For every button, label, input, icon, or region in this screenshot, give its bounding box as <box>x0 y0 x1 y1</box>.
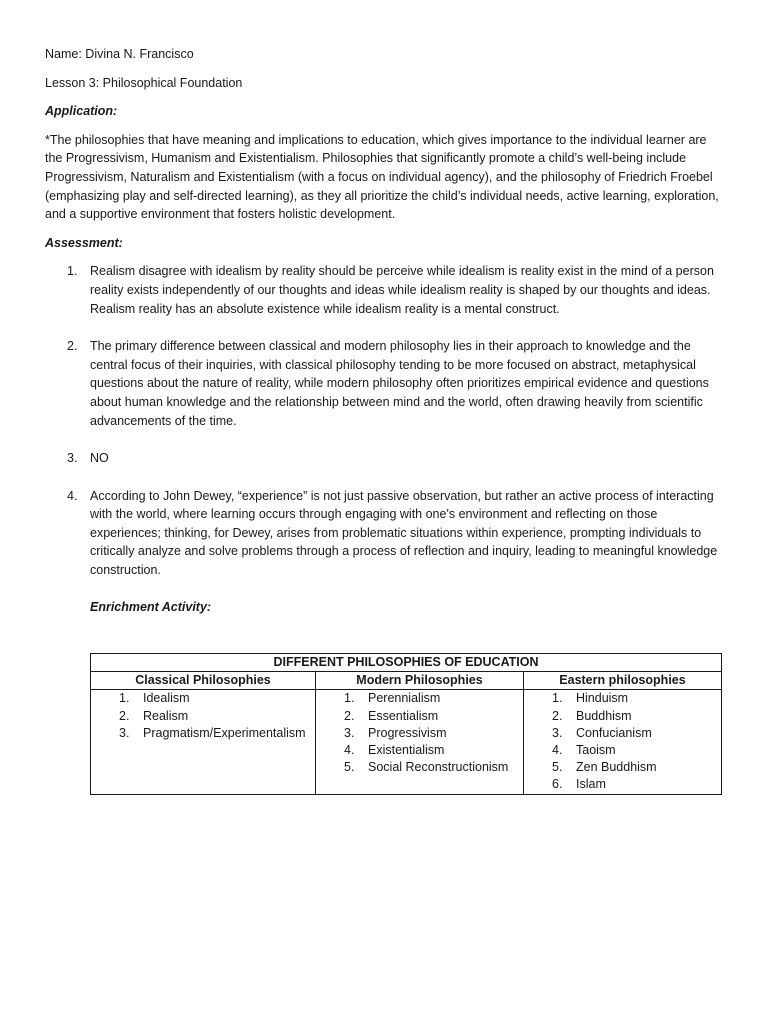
list-item: 1. Hinduism <box>552 691 629 706</box>
eastern-list <box>528 690 717 793</box>
list-item: 4. Taoism <box>552 743 616 758</box>
list-item: 1. Idealism <box>119 691 190 706</box>
list-item: 5. Zen Buddhism <box>552 760 657 775</box>
item-number: 2. <box>67 339 78 354</box>
list-item: 4. Existentialism <box>344 743 445 758</box>
item-number: 3. <box>67 451 78 466</box>
column-header-classical: Classical Philosophies <box>91 672 316 690</box>
item-text: According to John Dewey, “experience” is not just passive observation, but rather an active process of interacting with the world, where learning occurs through engaging with one's environment and reflecting on those experiences; thinking, for Dewey, arises from problematic situations within experience, prompting individuals to critically analyze and solve problems through a process of reflection and inquiry, leading to meaningful knowledge construction. <box>90 488 718 578</box>
assessment-item <box>45 337 725 430</box>
item-text: Realism disagree with idealism by reality should be perceive while idealism is reality exist in the mind of a person reality exists independently of our thoughts and ideas while idealism reality is shaped by our thoughts and ideas. Realism reality has an absolute existence while idealism reality is a mental construct. <box>90 264 714 316</box>
assessment-item <box>45 449 725 468</box>
modern-list <box>320 690 519 776</box>
lesson-title: Lesson 3: Philosophical Foundation <box>45 75 243 90</box>
list-item: 2. Realism <box>119 708 189 723</box>
table-title: DIFFERENT PHILOSOPHIES OF EDUCATION <box>91 654 722 672</box>
list-item: 6. Islam <box>552 777 606 792</box>
list-item: 2. Buddhism <box>552 708 632 723</box>
enrichment-heading: Enrichment Activity: <box>90 599 212 614</box>
item-number: 1. <box>67 264 78 279</box>
column-header-modern: Modern Philosophies <box>316 672 524 690</box>
application-text: *The philosophies that have meaning and implications to education, which gives importance to the individual learner are the Progressivism, Humanism and Existentialism. Philosophies that significantly promote a child’s well-being include Progressivism, Naturalism and Existentialism (with a focus on individual agency), and the philosophy of Friedrich Froebel (emphasizing play and self-directed learning), as they all prioritize the child’s individual needs, active learning, exploration, and a supportive environment that fosters holistic development. <box>45 132 719 222</box>
item-number: 4. <box>67 488 78 503</box>
philosophies-table <box>90 653 722 795</box>
list-item: 1. Perennialism <box>344 691 441 706</box>
item-text: NO <box>90 451 109 466</box>
application-heading: Application: <box>45 104 118 119</box>
assessment-item <box>45 262 725 318</box>
column-eastern <box>524 690 722 794</box>
list-item: 2. Essentialism <box>344 708 439 723</box>
classical-list <box>95 690 311 742</box>
column-classical <box>91 690 316 794</box>
list-item: 5. Social Reconstructionism <box>344 760 509 775</box>
list-item: 3. Confucianism <box>552 725 652 740</box>
column-header-eastern: Eastern philosophies <box>524 672 722 690</box>
document-page <box>45 45 725 616</box>
list-item: 3. Pragmatism/Experimentalism <box>119 725 306 740</box>
assessment-list <box>45 262 725 579</box>
column-modern <box>316 690 524 794</box>
assessment-heading: Assessment: <box>45 235 123 250</box>
list-item: 3. Progressivism <box>344 725 447 740</box>
student-name: Name: Divina N. Francisco <box>45 47 194 61</box>
item-text: The primary difference between classical and modern philosophy lies in their approach to knowledge and the central focus of their inquiries, with classical philosophy tending to be more focused on abstract, metaphysical questions about the nature of reality, while modern philosophy often prioritizes empirical evidence and questions about human knowledge and the relationship between mind and the world, often drawing heavily from scientific advancements of the time. <box>90 339 709 428</box>
assessment-item <box>45 487 725 580</box>
